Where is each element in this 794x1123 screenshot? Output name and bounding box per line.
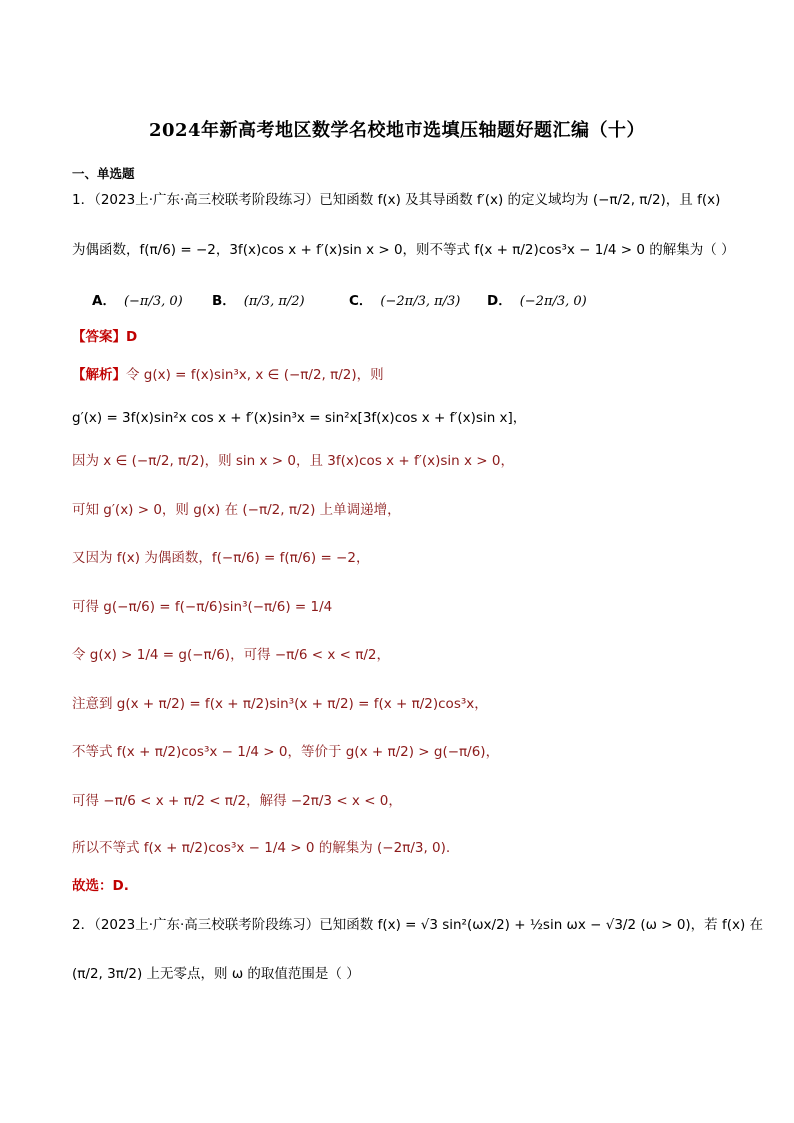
- choice-text: (−2π/3, 0): [519, 294, 587, 309]
- analysis-label: 【解析】: [72, 367, 126, 383]
- choice-label: B．: [212, 293, 236, 309]
- q1-choice-d: [487, 289, 587, 309]
- choice-label: A．: [92, 293, 116, 309]
- q1-stem-line-1: 1．（2023上·广东·高三校联考阶段练习）已知函数 f(x) 及其导函数 f′(x) 的定义域均为 (−π/2, π/2)，且 f(x): [72, 192, 721, 208]
- q1-choice-b: [212, 289, 305, 309]
- q1-analysis-line-6: 可得 g(−π/6) = f(−π/6)sin³(−π/6) = 1/4: [72, 599, 333, 615]
- answer-label: 【答案】: [72, 329, 126, 345]
- choice-label: C．: [349, 293, 373, 309]
- q1-analysis-line-10: 可得 −π/6 < x + π/2 < π/2，解得 −2π/3 < x < 0，: [72, 793, 402, 809]
- q1-answer: [72, 327, 137, 347]
- q1-analysis-line-2: g′(x) = 3f(x)sin²x cos x + f′(x)sin³x = sin²x[3f(x)cos x + f′(x)sin x]，: [72, 410, 527, 426]
- choice-text: (−2π/3, π/3): [380, 294, 461, 309]
- q2-stem-line-1: 2．（2023上·广东·高三校联考阶段练习）已知函数 f(x) = √3 sin²(ωx/2) + ½sin ωx − √3/2 (ω > 0)，若 f(x) 在: [72, 917, 764, 933]
- choice-label: D．: [487, 293, 512, 309]
- q2-stem-line-2: (π/2, 3π/2) 上无零点，则 ω 的取值范围是（ ）: [72, 966, 360, 982]
- q1-analysis-line-5: 又因为 f(x) 为偶函数，f(−π/6) = f(π/6) = −2，: [72, 550, 370, 566]
- q1-analysis-line-9: 不等式 f(x + π/2)cos³x − 1/4 > 0，等价于 g(x + π/2) > g(−π/6)，: [72, 744, 500, 760]
- q1-stem-line-2: 为偶函数，f(π/6) = −2，3f(x)cos x + f′(x)sin x > 0，则不等式 f(x + π/2)cos³x − 1/4 > 0 的解集为（ ）: [72, 242, 735, 258]
- q1-choice-c: [349, 289, 460, 309]
- section-heading: 一、单选题: [72, 166, 135, 181]
- q1-analysis-line-8: 注意到 g(x + π/2) = f(x + π/2)sin³(x + π/2) = f(x + π/2)cos³x，: [72, 696, 488, 712]
- q1-analysis-line-4: 可知 g′(x) > 0，则 g(x) 在 (−π/2, π/2) 上单调递增，: [72, 502, 401, 518]
- q1-analysis-line-3: 因为 x ∈ (−π/2, π/2)，则 sin x > 0，且 3f(x)cos x + f′(x)sin x > 0，: [72, 453, 514, 469]
- q1-analysis-line-7: 令 g(x) > 1/4 = g(−π/6)，可得 −π/6 < x < π/2，: [72, 647, 390, 663]
- q1-choice-a: [92, 289, 183, 309]
- analysis-text: 令 g(x) = f(x)sin³x, x ∈ (−π/2, π/2)，则: [126, 367, 384, 383]
- document-title: 2024年新高考地区数学名校地市选填压轴题好题汇编（十）: [148, 120, 646, 141]
- choice-text: (−π/3, 0): [123, 294, 183, 309]
- choice-text: (π/3, π/2): [243, 294, 305, 309]
- answer-value: D: [126, 329, 138, 345]
- q1-analysis-line-11: 所以不等式 f(x + π/2)cos³x − 1/4 > 0 的解集为 (−2π/3, 0).: [72, 840, 451, 856]
- q1-conclusion: 故选：D.: [72, 878, 129, 894]
- q1-analysis-line-1: [72, 365, 384, 385]
